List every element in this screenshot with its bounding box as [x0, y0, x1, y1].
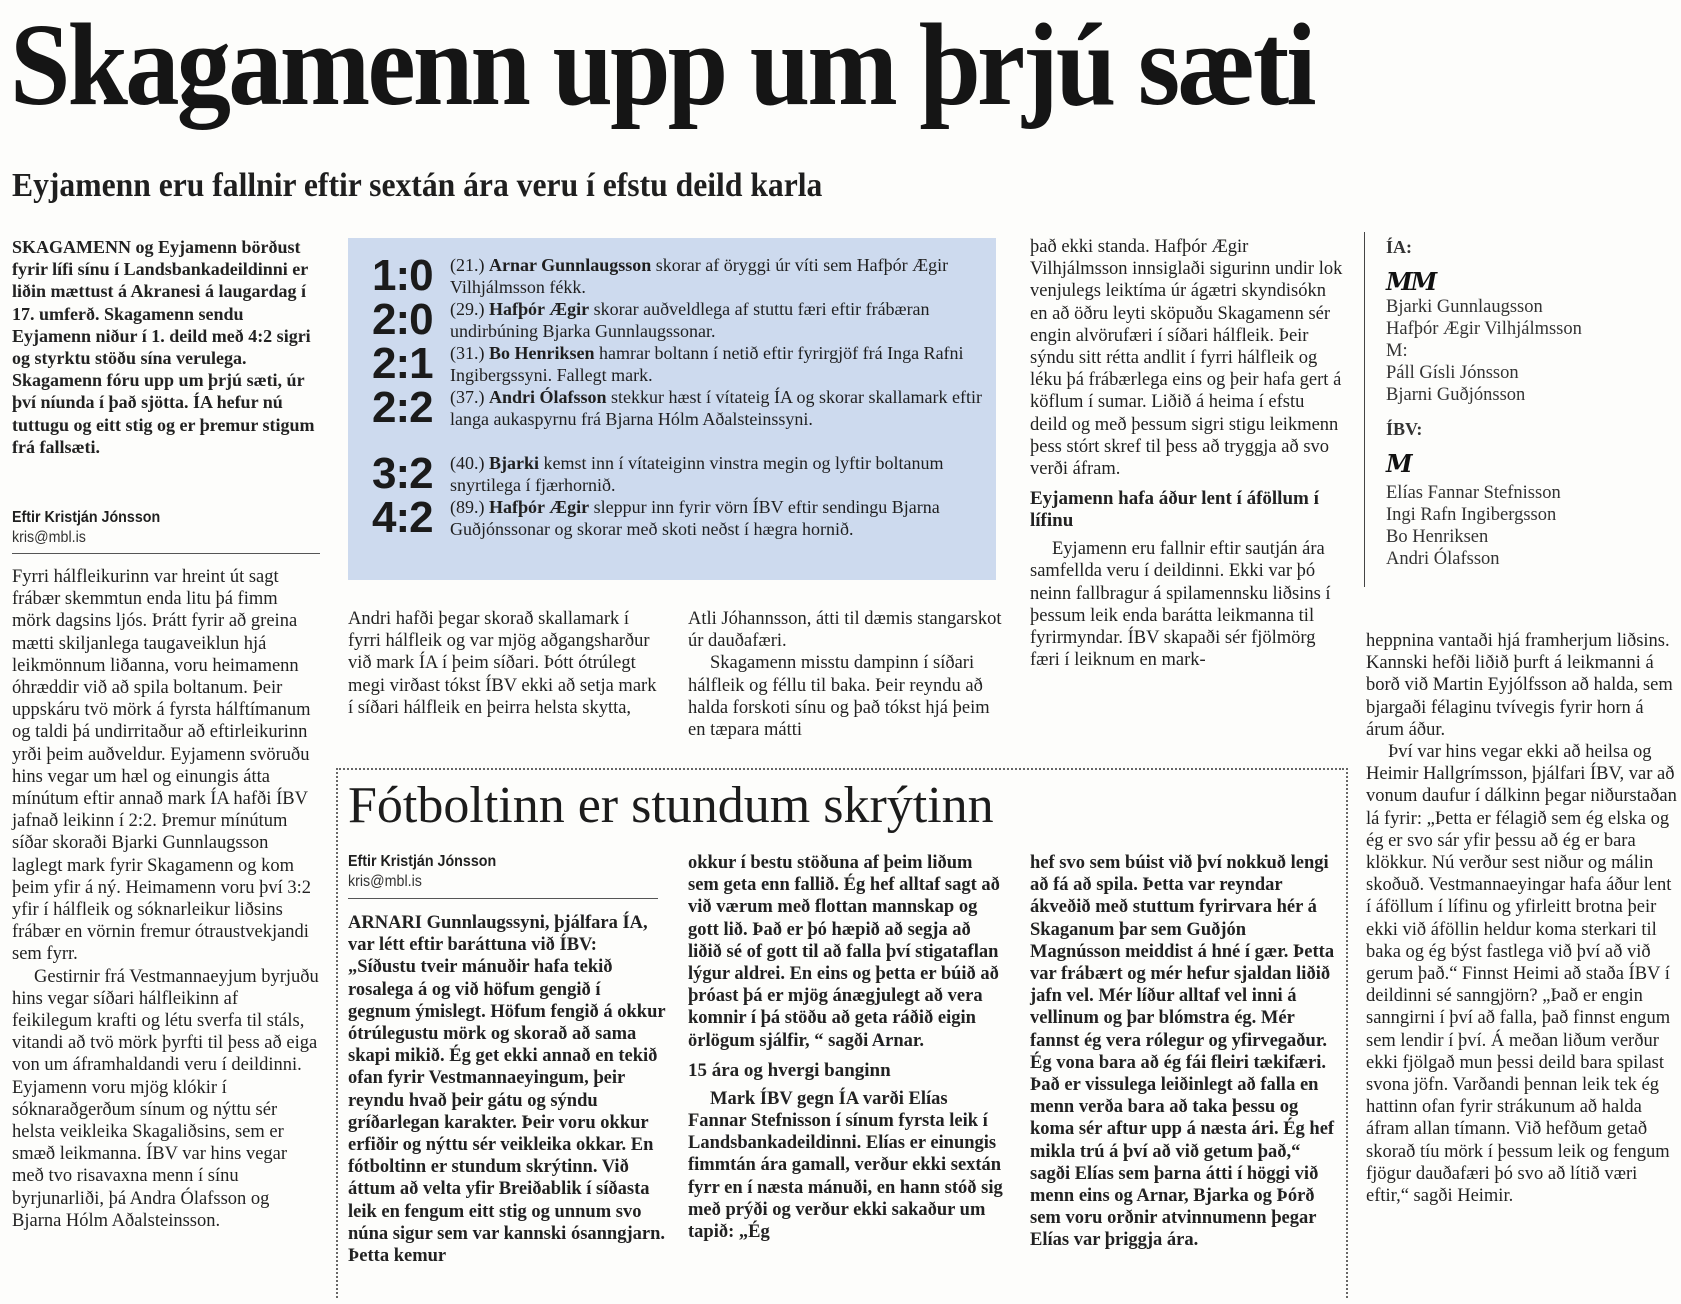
byline-email[interactable]: kris@mbl.is: [12, 529, 86, 546]
goal-player: Hafþór Ægir: [489, 497, 590, 517]
article2-byline-divider: [348, 898, 658, 899]
goal-score: 3:2: [372, 449, 433, 498]
article2-col2-bottom: Mark ÍBV gegn ÍA varði Elías Fannar Stefnisson í sínum fyrsta leik í Landsbankadeildinni. Elías er einungis fimmtán ára gamall, verður ekki sextán fyrr en í næsta mánuði, en hann stóð sig með prýði og verður ekki sakaður um tapið: „Ég: [688, 1088, 1003, 1243]
goal-item: [372, 449, 982, 498]
goal-score: 2:0: [372, 295, 433, 344]
player: Andri Ólafsson: [1386, 549, 1500, 569]
goal-minute: (31.): [450, 343, 485, 363]
article2-left-divider: [336, 768, 338, 1298]
article2-right-divider: [1346, 768, 1348, 1298]
rating-mm-icon: MM: [1386, 267, 1436, 296]
article2-col3-p1: hef svo sem búist við því nokkuð lengi að fá að spila. Þetta var reyndar ákveðið með stuttum fyrirvara hér á Skaganum þar sem Guðjón Magnússon meiddist á hné í gær. Þetta var frábært og mér hefur sjaldan liðið jafn vel. Mér líður alltaf vel inni á vellinum og þar blómstra ég. Mér fannst ég vera rólegur og yfirvegaður. Ég vona bara að ég fái fleiri tækifæri. Það er vissulega leiðinlegt að falla en menn verða bara að taka þessu og koma sér aftur upp á næsta ári. Ég hef mikla trú á því að við getum það,“ sagði Elías sem þarna átti í höggi við menn eins og Arnar, Bjarka og Þórð sem voru orðnir atvinnumenn þegar Elías var þriggja ára.: [1030, 853, 1335, 1251]
goal-minute: (40.): [450, 453, 485, 473]
goal-minute: (21.): [450, 255, 485, 275]
goal-player: Hafþór Ægir: [489, 299, 590, 319]
goal-score: 1:0: [372, 251, 433, 300]
article2-headline: Fótboltinn er stundum skrýtinn: [348, 777, 994, 834]
goal-score: 2:1: [372, 339, 433, 388]
goal-minute: (29.): [450, 299, 485, 319]
goal-item: [372, 493, 982, 542]
article1-col1: [12, 566, 320, 1232]
team-name-ibv: ÍBV:: [1386, 419, 1423, 439]
goal-text: skorar auðveldlega af stuttu færi eftir frábæran undirbúning Bjarka Gunnlaugssonar.: [450, 299, 930, 341]
lead-paragraph: SKAGAMENN og Eyjamenn börðust fyrir lífi sínu í Landsbankadeildinni er liðin mættust á Akranesi á laugardag í 17. umferð. Skagamenn sendu Eyjamenn niður í 1. deild með 4:2 sigri og styrktu stöðu sína verulega. Skagamenn fóru upp um þrjú sæti, úr því níunda í það sjötta. ÍA hefur nú tuttugu og eitt stig og er þremur stigum frá fallsæti.: [12, 237, 315, 457]
article1-col1-p2: Gestirnir frá Vestmannaeyjum byrjuðu hins vegar síðari hálfleikinn af feikilegum krafti og létu sverfa til stáls, vitandi að tvö mörk þyrfti til þess að eiga von um áframhaldandi veru í deildinni. Eyjamenn voru mjög klókir í sóknaraðgerðum sínum og nýttu sér helsta veikleika Skagaliðsins, sem er smæð leikmanna. ÍBV var hins vegar með tvo risavaxna menn í sínu byrjunarliði, þá Andra Ólafsson og Bjarna Hólm Aðalsteinsson.: [12, 966, 319, 1231]
goals-box: [348, 238, 996, 580]
goal-score: 2:2: [372, 383, 433, 432]
player: Bo Henriksen: [1386, 527, 1489, 547]
lineup-divider: [1364, 232, 1365, 587]
goal-text: sleppur inn fyrir vörn ÍBV eftir sendingu Bjarna Guðjónssonar og skorar með skoti neðst í hægra hornið.: [450, 497, 940, 539]
byline-author: Eftir Kristján Jónsson: [12, 509, 161, 526]
player: Bjarni Guðjónsson: [1386, 385, 1526, 405]
team-name-ia: ÍA:: [1386, 237, 1412, 257]
article2-byline-email[interactable]: kris@mbl.is: [348, 873, 422, 890]
goal-item: [372, 339, 982, 388]
goal-player: Arnar Gunnlaugsson: [489, 255, 652, 275]
article2-col2-subtitle: 15 ára og hvergi banginn: [688, 1059, 891, 1081]
goal-item: [372, 383, 982, 432]
goal-text: hamrar boltann í netið eftir fyrirgjöf frá Inga Rafni Ingibergssyni. Fallegt mark.: [450, 343, 964, 385]
headline: Skagamenn upp um þrjú sæti: [10, 0, 1314, 130]
goal-text: kemst inn í vítateiginn vinstra megin og lyftir boltanum snyrtilega í fjærhornið.: [450, 453, 944, 495]
player: Bjarki Gunnlaugsson: [1386, 297, 1543, 317]
article1-col2: [348, 608, 663, 719]
article1-col1-p1: Fyrri hálfleikurinn var hreint út sagt frábær skemmtun enda litu þá fimm mörk dagsins ljós. Þrátt fyrir að greina mætti skiljanlega taugaveiklun hjá leikmönnum liðanna, voru heimamenn óhræddir við að spila boltanum. Þeir uppskáru tvö mörk á fyrsta hálftímanum og taldi þá undirritaður að eftirleikurinn yrði þeim auðveldur. Eyjamenn svöruðu hins vegar um hæl og einungis átta mínútum eftir annað mark ÍA hafði ÍBV jafnað leikinn í 2:2. Þremur mínútum síðar skoraði Bjarki Gunnlaugsson laglegt mark fyrir Skagamenn og kom þeim yfir á ný. Heimamenn voru því 3:2 yfir í hálfleik og sóknarleikur liðsins frábær en vörnin fremur ótraustvekjandi sem fyrr.: [12, 567, 312, 965]
article1-col4: [1030, 236, 1345, 671]
goal-item: [372, 295, 982, 344]
goal-item: [372, 251, 982, 300]
article1-col5-p2: Því var hins vegar ekki að heilsa og Heimir Hallgrímsson, þjálfari ÍBV, var að vonum daufur í dálkinn þegar niðurstaðan lá fyrir: „Þetta er félagið sem ég elska og ég er svo sár yfir þessu að ég er bara klökkur. Nú verður sest niður og málin skoðuð. Vestmannaeyingar hafa áður lent í áföllum í lífinu og yfirleitt brotna þeir ekki við áföllin heldur koma sterkari til baka og ég býst fastlega við því að við gerum það.“ Finnst Heimi að staða ÍBV í deildinni sé sanngjörn? „Það er engin sanngirni í því að falla, það finnst engum sem lendir í því. Á meðan liðum verður ekki fjölgað mun þessi deild bara spilast svona jöfn. Varðandi þennan leik tek ég hattinn ofan fyrir strákunum að halda áfram allan tímann. Við hefðum getað skorað tíu mörk í þessum leik og fengum fjögur dauðafæri þó svo að lítið væri eftir,“ sagði Heimir.: [1366, 742, 1677, 1207]
goal-text: stekkur hæst í vítateig ÍA og skorar skallamark eftir langa aukaspyrnu frá Bjarna Hólm Aðalsteinssyni.: [450, 387, 982, 429]
rating-m-icon: M: [1386, 449, 1411, 478]
article1-col4-subtitle: Eyjamenn hafa áður lent í áföllum í lífinu: [1030, 488, 1319, 532]
goal-player: Bjarki: [489, 453, 540, 473]
player: Elías Fannar Stefnisson: [1386, 483, 1561, 503]
article1-col3-p2: Skagamenn misstu dampinn í síðari hálfleik og féllu til baka. Þeir reyndu að halda forskoti sínu og það tókst hjá þeim en tæpara mátti: [688, 653, 990, 741]
article1-col5: [1366, 630, 1678, 1207]
article1-col2-p1: Andri hafði þegar skorað skallamark í fyrri hálfleik og var mjög aðgangsharður við mark ÍA í þeim síðari. Þótt ótrúlegt megi virðast tókst ÍBV ekki að setja mark í síðari hálfleik en þeirra helsta skytta,: [348, 609, 657, 718]
article1-col4-bottom: Eyjamenn eru fallnir eftir sautján ára samfellda veru í deildinni. Ekki var þó neinn fallbragur á spilamennsku liðsins í þessum leik enda barátta leikmanna til fyrirmyndar. ÍBV skapaði sér fjölmörg færi í leiknum en mark-: [1030, 539, 1331, 671]
article1-col5-p1: heppnina vantaði hjá framherjum liðsins. Kannski hefði liðið þurft á leikmanni á borð við Martin Eyjólfsson að halda, sem bjargaði félaginu tvívegis fyrir horn á árum áður.: [1366, 631, 1673, 740]
article1-col4-top: það ekki standa. Hafþór Ægir Vilhjálmsson innsiglaði sigurinn undir lok venjulegs leiktíma úr ágætri skyndisókn en að öðru leyti sköpuðu Skagamenn sér engin alvörufæri í síðari hálfleik. Þeir sýndu sitt rétta andlit í fyrri hálfleik og léku þá frábærlega eins og þeir hafa gert á köflum í sumar. Liðið á heima í efstu deild og með þessum sigri stigu leikmenn þess stórt skref til þess að tryggja að svo verði áfram.: [1030, 237, 1343, 480]
player: Hafþór Ægir Vilhjálmsson: [1386, 319, 1582, 339]
article2-top-divider: [336, 768, 1344, 770]
goal-player: Andri Ólafsson: [489, 387, 607, 407]
article2-col2: [688, 852, 1006, 1243]
rating-m-label: M:: [1386, 341, 1408, 361]
article1-col3: [688, 608, 1003, 741]
subheadline: Eyjamenn eru fallnir eftir sextán ára veru í efstu deild karla: [12, 167, 823, 204]
byline-divider: [12, 553, 320, 554]
article2-col3: [1030, 852, 1340, 1252]
player: Ingi Rafn Ingibergsson: [1386, 505, 1557, 525]
goal-player: Bo Henriksen: [489, 343, 595, 363]
article1-col3-p1: Atli Jóhannsson, átti til dæmis stangarskot úr dauðafæri.: [688, 609, 1002, 652]
goal-minute: (37.): [450, 387, 485, 407]
goal-minute: (89.): [450, 497, 485, 517]
goal-text: skorar af öryggi úr víti sem Hafþór Ægir Vilhjálmsson fékk.: [450, 255, 949, 297]
lineup-box: [1386, 236, 1676, 570]
article2-col2-top: okkur í bestu stöðuna af þeim liðum sem geta enn fallið. Ég hef alltaf sagt að við værum með flottan mannskap og gott lið. Það er þó hæpið að segja að liðið sé of gott til að falla því stigataflan lýgur aldrei. En eins og þetta er búið að þróast þá er mjög ánægjulegt að vera komnir í þá stöðu að geta ráðið eigin örlögum sjálfir, “ sagði Arnar.: [688, 853, 1000, 1051]
goal-score: 4:2: [372, 493, 433, 542]
article2-col1: [348, 912, 666, 1267]
player: Páll Gísli Jónsson: [1386, 363, 1519, 383]
article2-col1-p1: ARNARI Gunnlaugssyni, þjálfara ÍA, var létt eftir baráttuna við ÍBV: „Síðustu tveir mánuðir hafa tekið rosalega á og við höfum gengið í gegnum ýmislegt. Höfum fengið á okkur ótrúlegustu mörk og skorað að sama skapi mikið. Ég get ekki annað en tekið ofan fyrir Vestmannaeyingum, þeir reyndu hvað þeir gátu og sýndu gríðarlegan karakter. Þeir voru okkur erfiðir og nýttu sér veikleika okkar. En fótboltinn er stundum skrýtinn. Við áttum að velta yfir Breiðablik í síðasta leik en fengum eitt stig og unnum svo núna sigur sem var kannski ósanngjarn. Þetta kemur: [348, 913, 666, 1267]
article2-byline-author: Eftir Kristján Jónsson: [348, 853, 497, 870]
